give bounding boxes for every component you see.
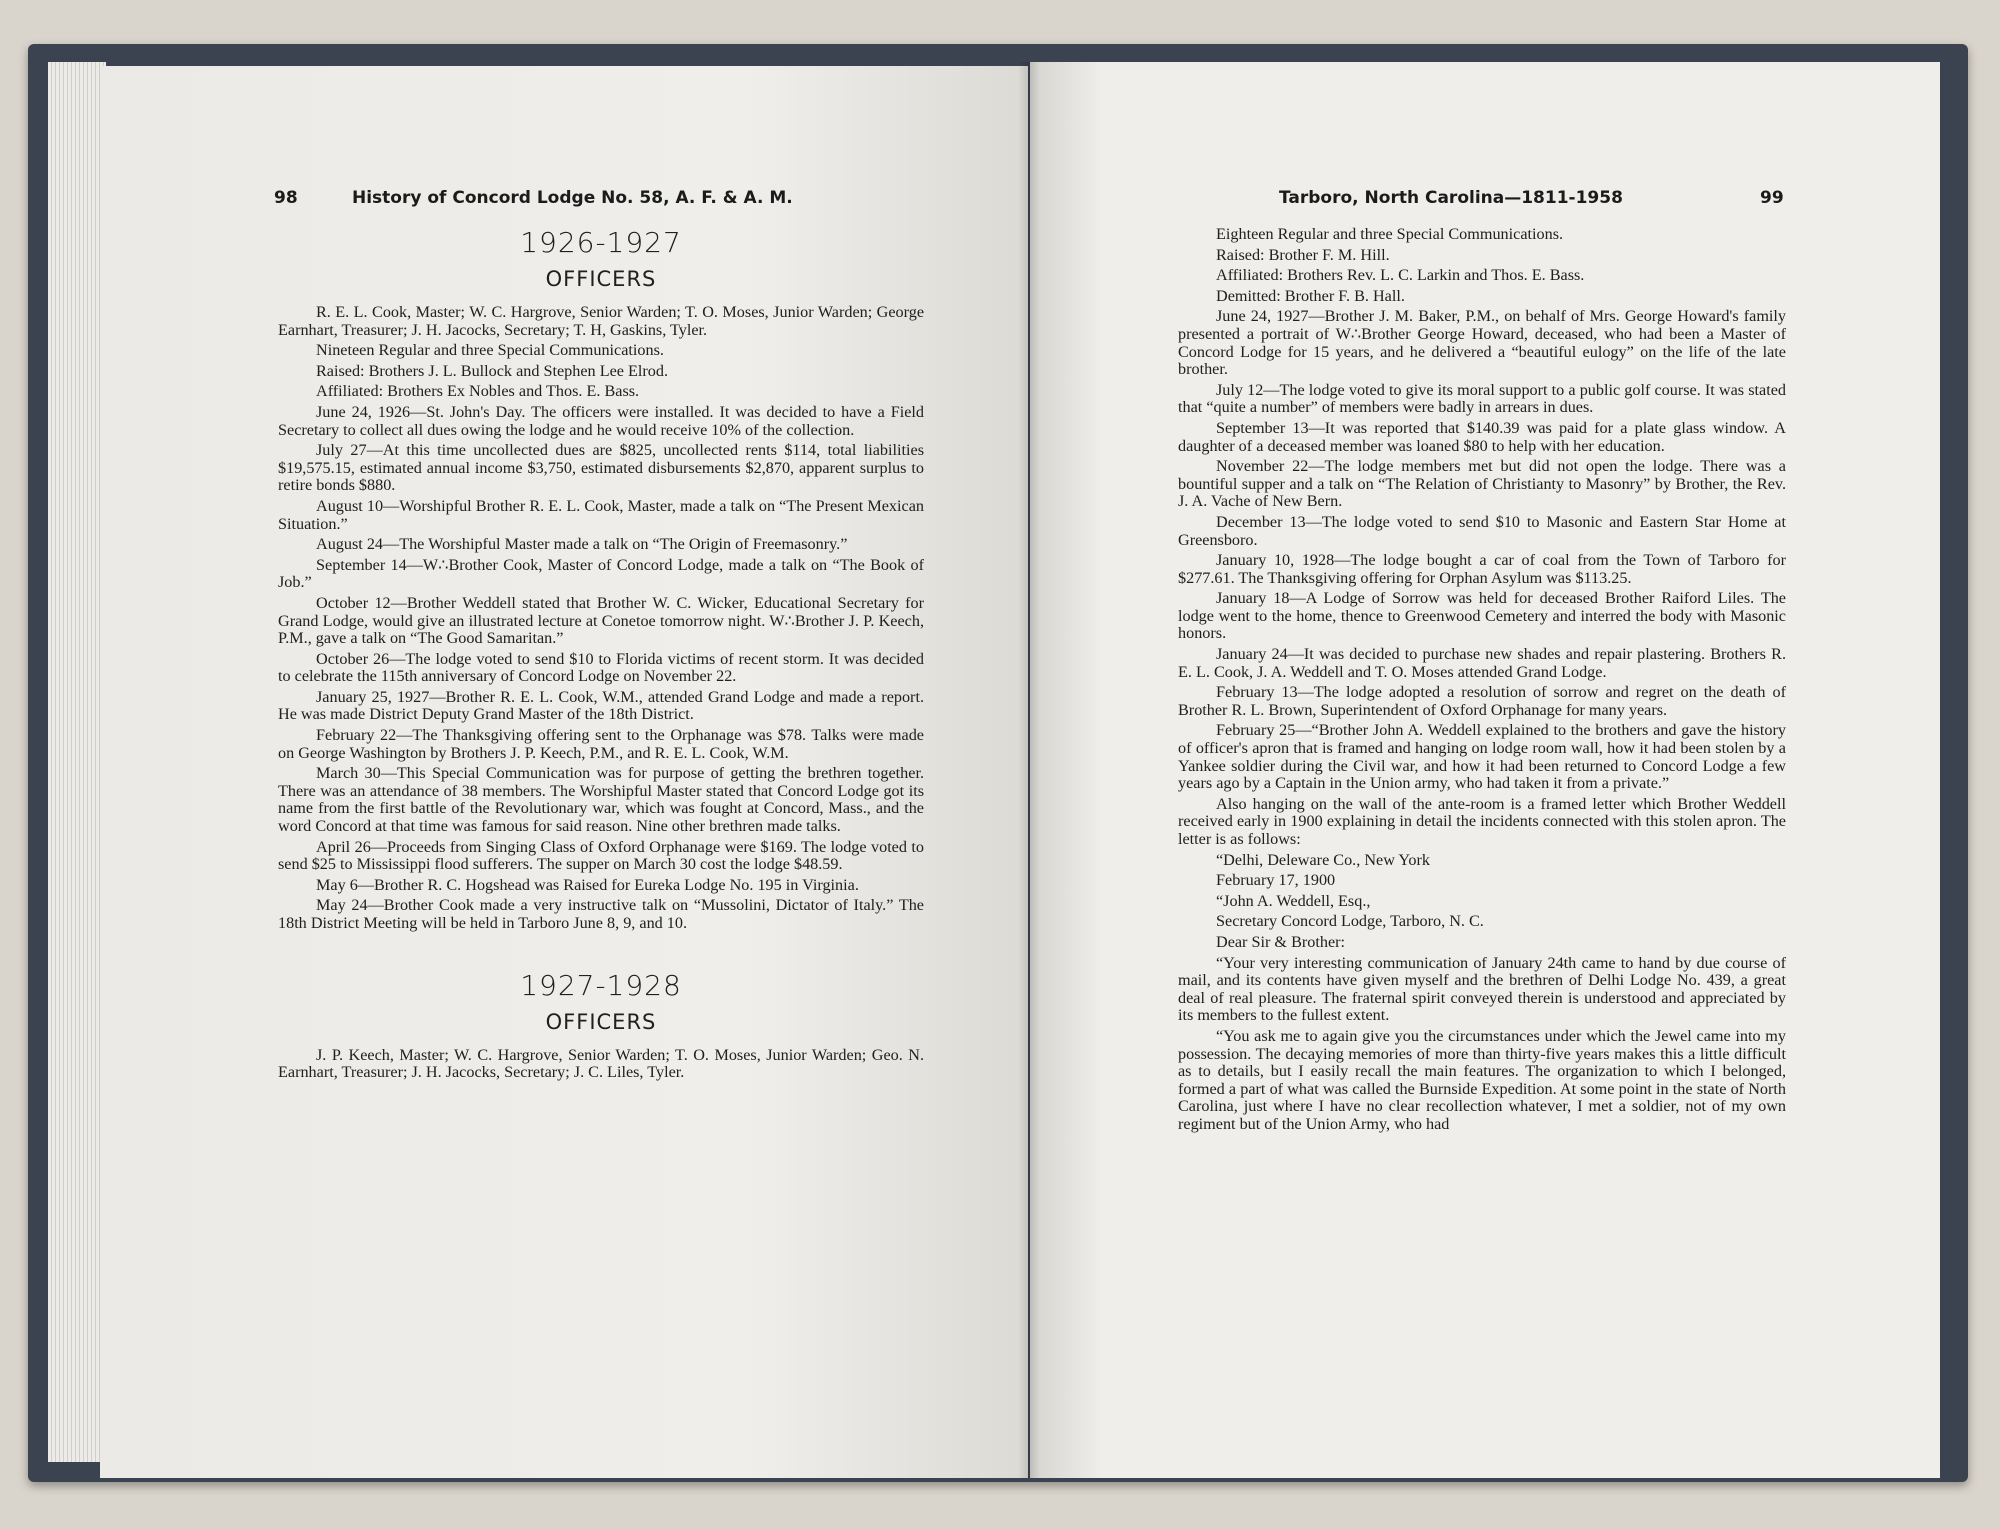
paragraph: July 27—At this time uncollected dues are $825, uncollected rents $114, total liabilities $19,575.15, estimated annual income $3,750, estimated disbursements $2,870, apparent surplus to retire bonds $880. — [278, 441, 924, 495]
paragraph: Affiliated: Brothers Rev. L. C. Larkin and Thos. E. Bass. — [1216, 266, 1585, 285]
page-edges — [48, 62, 106, 1462]
paragraph: August 10—Worshipful Brother R. E. L. Cook, Master, made a talk on “The Present Mexican Situation.” — [278, 496, 924, 533]
paragraph: Also hanging on the wall of the ante-room is a framed letter which Brother Weddell received early in 1900 explaining in detail the incidents connected with this stolen apron. The letter is as follows: — [1178, 794, 1786, 848]
right-page-number: 99 — [1760, 188, 1784, 208]
book-gutter — [1018, 62, 1040, 1478]
paragraph: February 13—The lodge adopted a resolution of sorrow and regret on the death of Brother R. L. Brown, Superintendent of Oxford Orphanage for many years. — [1178, 683, 1786, 719]
paragraph: R. E. L. Cook, Master; W. C. Hargrove, Senior Warden; T. O. Moses, Junior Warden; George Earnhart, Treasurer; J. H. Jacocks, Secretary; T. H, Gaskins, Tyler. — [278, 303, 924, 339]
paragraph: Eighteen Regular and three Special Communications. — [1216, 225, 1564, 243]
paragraph: “You ask me to again give you the circumstances under which the Jewel came into my possession. The decaying memories of more than thirty-five years makes this a little difficult as to details, but I easily recall the main features. The organization to which I belonged, formed a part of what was called the Burnside Expedition. At some point in the state of North Carolina, just where I have no clear recollection whatever, I met a soldier, not of my own regiment but of the Union Army, who had — [1178, 1026, 1786, 1133]
paragraph: April 26—Proceeds from Singing Class of Oxford Orphanage were $169. The lodge voted to send $25 to Mississippi flood sufferers. The supper on March 30 cost the lodge $48.59. — [278, 837, 924, 874]
paragraph: October 26—The lodge voted to send $10 to Florida victims of recent storm. It was decided to celebrate the 115th anniversary of Concord Lodge on November 22. — [278, 649, 924, 686]
paragraph: Raised: Brothers J. L. Bullock and Stephen Lee Elrod. — [316, 361, 669, 380]
paragraph: “Your very interesting communication of January 24th came to hand by due course of mail, and its contents have given myself and the brethren of Delhi Lodge No. 439, a great deal of real pleasure. The fraternal spirit conveyed therein is understood and appreciated by its members to the fullest extent. — [1178, 953, 1786, 1025]
officers-heading: OFFICERS — [545, 267, 657, 291]
letter-line: “Delhi, Deleware Co., New York — [1216, 850, 1430, 869]
paragraph: J. P. Keech, Master; W. C. Hargrove, Senior Warden; T. O. Moses, Junior Warden; Geo. N. Earnhart, Treasurer; J. H. Jacocks, Secretary; J. C. Liles, Tyler. — [278, 1045, 924, 1082]
paragraph: June 24, 1926—St. John's Day. The officers were installed. It was decided to have a Field Secretary to collect all dues owing the lodge and he would receive 10% of the collection. — [278, 402, 924, 439]
right-running-head: Tarboro, North Carolina—1811-1958 — [1279, 188, 1623, 208]
paragraph: September 14—W∴Brother Cook, Master of Concord Lodge, made a talk on “The Book of Job.” — [278, 555, 924, 592]
letter-line: February 17, 1900 — [1216, 871, 1336, 890]
paragraph: Affiliated: Brothers Ex Nobles and Thos. E. Bass. — [316, 382, 640, 401]
paragraph: November 22—The lodge members met but did not open the lodge. There was a bountiful supper and a talk on “The Relation of Christianty to Masonry” by Brother, the Rev. J. A. Vache of New Bern. — [1178, 457, 1786, 511]
left-running-head: History of Concord Lodge No. 58, A. F. & A. M. — [352, 188, 793, 208]
paragraph: January 24—It was decided to purchase new shades and repair plastering. Brothers R. E. L. Cook, J. A. Weddell and T. O. Moses attended Grand Lodge. — [1178, 645, 1786, 681]
section-year-heading: 1926-1927 — [520, 226, 682, 259]
paragraph: May 6—Brother R. C. Hogshead was Raised for Eureka Lodge No. 195 in Virginia. — [316, 875, 859, 894]
letter-line: “John A. Weddell, Esq., — [1216, 891, 1371, 910]
paragraph: December 13—The lodge voted to send $10 to Masonic and Eastern Star Home at Greensboro. — [1178, 512, 1786, 549]
paragraph: January 25, 1927—Brother R. E. L. Cook, W.M., attended Grand Lodge and made a report. He was made District Deputy Grand Master of the 18th District. — [278, 687, 924, 724]
paragraph: February 25—“Brother John A. Weddell explained to the brothers and gave the history of officer's apron that is framed and hanging on lodge room wall, how it had been stolen by a Yankee soldier during the Civil war, and how it had been returned to Concord Lodge a few years ago by a Captain in the Union army, who had taken it from a private.” — [1178, 721, 1786, 793]
paragraph: June 24, 1927—Brother J. M. Baker, P.M., on behalf of Mrs. George Howard's family presented a portrait of W∴Brother George Howard, deceased, who had been a Master of Concord Lodge for 15 years, and he delivered a “beautiful eulogy” on the life of the late brother. — [1178, 307, 1786, 379]
paragraph: July 12—The lodge voted to give its moral support to a public golf course. It was stated that “quite a number” of members were badly in arrears in dues. — [1178, 380, 1786, 417]
paragraph: February 22—The Thanksgiving offering sent to the Orphanage was $78. Talks were made on George Washington by Brothers J. P. Keech, P.M., and R. E. L. Cook, W.M. — [278, 726, 924, 762]
paragraph: Raised: Brother F. M. Hill. — [1216, 245, 1390, 264]
letter-line: Dear Sir & Brother: — [1216, 932, 1346, 951]
section-year-heading: 1927-1928 — [520, 968, 682, 1002]
paragraph: January 10, 1928—The lodge bought a car of coal from the Town of Tarboro for $277.61. The Thanksgiving offering for Orphan Asylum was $113.25. — [1178, 551, 1786, 587]
paragraph: March 30—This Special Communication was for purpose of getting the brethren together. There was an attendance of 38 members. The Worshipful Master stated that Concord Lodge got its name from the first battle of the Revolutionary war, which was fought at Concord, Mass., and the word Concord at that time was famous for said reason. Nine other brethren made talks. — [278, 764, 924, 836]
right-text-column — [1178, 226, 1786, 1137]
letter-line: Secretary Concord Lodge, Tarboro, N. C. — [1216, 912, 1484, 931]
left-page-number: 98 — [274, 188, 298, 208]
paragraph: Demitted: Brother F. B. Hall. — [1216, 286, 1405, 305]
paragraph: August 24—The Worshipful Master made a talk on “The Origin of Freemasonry.” — [316, 535, 848, 554]
paragraph: January 18—A Lodge of Sorrow was held for deceased Brother Raiford Liles. The lodge went to the home, thence to Greenwood Cemetery and interred the body with Masonic honors. — [1178, 589, 1786, 643]
paragraph: September 13—It was reported that $140.39 was paid for a plate glass window. A daughter of a deceased member was loaned $80 to help with her education. — [1178, 418, 1786, 455]
paragraph: May 24—Brother Cook made a very instructive talk on “Mussolini, Dictator of Italy.” The 18th District Meeting will be held in Tarboro June 8, 9, and 10. — [278, 896, 924, 932]
officers-heading: OFFICERS — [545, 1009, 657, 1034]
paragraph: Nineteen Regular and three Special Communications. — [316, 341, 664, 360]
paragraph: October 12—Brother Weddell stated that Brother W. C. Wicker, Educational Secretary for Grand Lodge, would give an illustrated lecture at Conetoe tomorrow night. W∴Brother J. P. Keech, P.M., gave a talk on “The Good Samaritan.” — [278, 593, 924, 648]
left-text-column — [278, 226, 924, 1085]
